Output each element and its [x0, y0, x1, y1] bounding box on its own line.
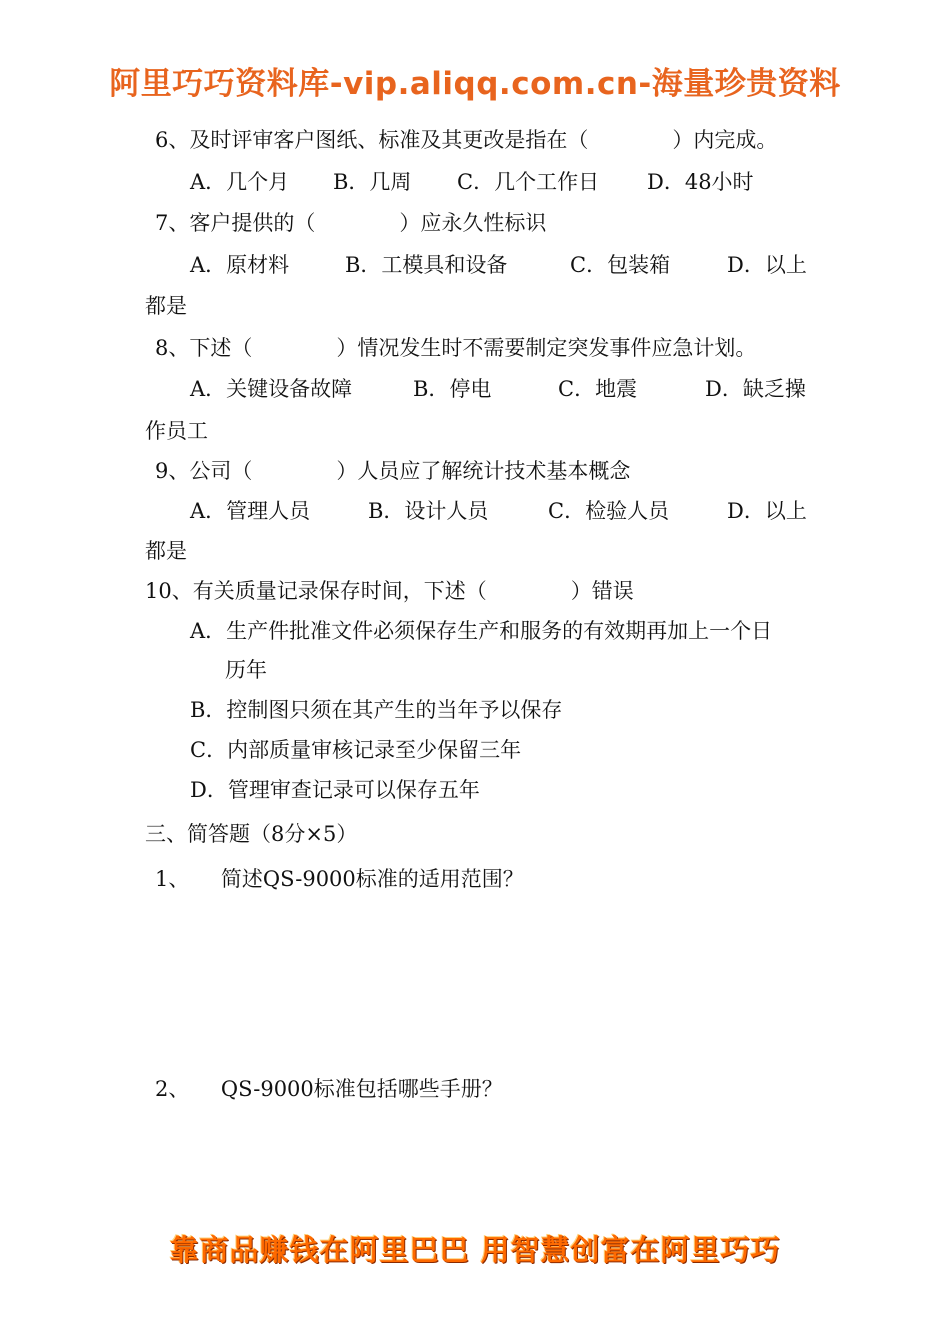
short-answer-item-1: 1、 简述QS-9000标准的适用范围？: [155, 867, 524, 891]
question-9-option-b: B．设计人员: [368, 499, 489, 523]
question-8-stem: 8、下述（ ）情况发生时不需要制定突发事件应急计划。: [155, 336, 757, 360]
question-9-option-d: D．以上: [727, 499, 807, 523]
question-10-option-a-wrap: 历年: [225, 658, 267, 682]
question-10-option-c: C．内部质量审核记录至少保留三年: [190, 738, 522, 762]
question-6-option-c: C．几个工作日: [457, 170, 600, 194]
question-8-option-c: C．地震: [558, 377, 638, 401]
question-10-stem: 10、有关质量记录保存时间，下述（ ）错误: [145, 579, 634, 603]
question-7-wrap: 都是: [145, 294, 187, 318]
question-7-option-b: B．工模具和设备: [345, 253, 508, 277]
header-banner: 阿里巧巧资料库-vip.aliqq.com.cn-海量珍贵资料: [109, 66, 841, 102]
question-8-option-d: D．缺乏操: [705, 377, 806, 401]
question-9-option-c: C．检验人员: [548, 499, 670, 523]
question-8-option-b: B．停电: [413, 377, 492, 401]
question-9-option-a: A．管理人员: [190, 499, 311, 523]
question-7-stem: 7、客户提供的（ ）应永久性标识: [155, 211, 547, 235]
question-6-option-d: D．48小时: [647, 170, 754, 194]
question-10-option-d: D．管理审查记录可以保存五年: [190, 778, 480, 802]
footer-banner: 靠商品赚钱在阿里巴巴 用智慧创富在阿里巧巧: [169, 1233, 781, 1267]
question-8-wrap: 作员工: [145, 419, 208, 443]
question-6-option-b: B．几周: [333, 170, 412, 194]
question-6-stem: 6、及时评审客户图纸、标准及其更改是指在（ ）内完成。: [155, 128, 778, 152]
question-7-option-d: D．以上: [727, 253, 807, 277]
section-3-title: 三、简答题（8分×5）: [145, 822, 358, 846]
short-answer-item-2: 2、 QS-9000标准包括哪些手册？: [155, 1077, 503, 1101]
question-6-option-a: A．几个月: [190, 170, 290, 194]
question-9-stem: 9、公司（ ）人员应了解统计技术基本概念: [155, 459, 631, 483]
question-8-option-a: A．关键设备故障: [190, 377, 353, 401]
question-9-wrap: 都是: [145, 539, 187, 563]
question-10-option-b: B．控制图只须在其产生的当年予以保存: [190, 698, 563, 722]
question-10-option-a: A．生产件批准文件必须保存生产和服务的有效期再加上一个日: [190, 619, 773, 643]
question-7-option-c: C．包装箱: [570, 253, 671, 277]
question-7-option-a: A．原材料: [190, 253, 290, 277]
